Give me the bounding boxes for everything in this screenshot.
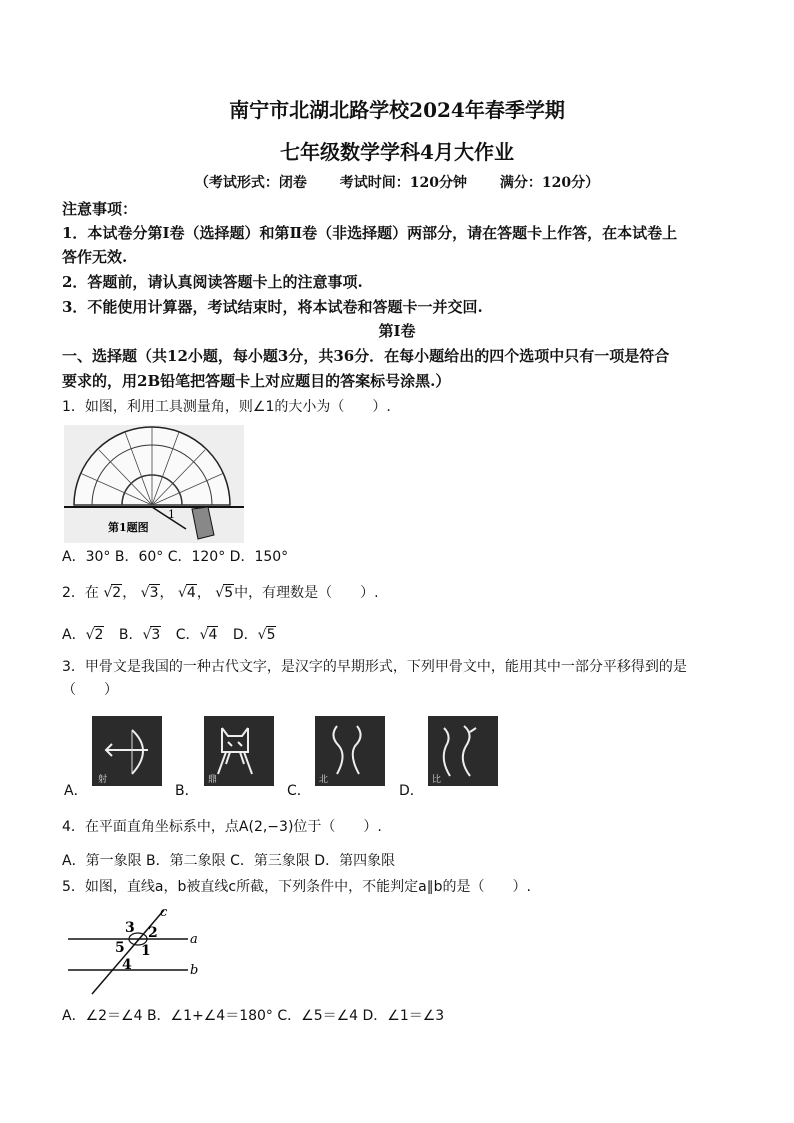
oracle-glyph-b bbox=[204, 716, 274, 786]
oracle-glyph-c bbox=[315, 716, 385, 786]
q3-option-d: D． bbox=[399, 783, 424, 799]
sqrt-5: √5 bbox=[215, 585, 234, 601]
q2-stem: 2．在 √2， √3， √4， √5中，有理数是（ ）. bbox=[62, 582, 742, 604]
q2-option-b: B．√3 bbox=[118, 627, 161, 643]
exam-time: 考试时间：120分钟 bbox=[339, 175, 467, 191]
q4-stem: 4．在平面直角坐标系中，点A(2,−3)位于（ ）. bbox=[62, 819, 382, 835]
oracle-caption-c: 北 bbox=[319, 775, 329, 785]
oracle-caption-d: 比 bbox=[432, 775, 442, 785]
q1-figure-caption: 第1题图 bbox=[108, 521, 149, 534]
notes-heading: 注意事项： bbox=[62, 200, 138, 218]
svg-text:5: 5 bbox=[115, 940, 125, 956]
q5-stem: 5．如图，直线a，b被直线c所截，下列条件中，不能判定a∥b的是（ ）. bbox=[62, 879, 531, 895]
note-1-cont: 答作无效. bbox=[62, 248, 128, 266]
note-3: 3．不能使用计算器，考试结束时，将本试卷和答题卡一并交回. bbox=[62, 298, 483, 316]
exam-form: （考试形式：闭卷 bbox=[194, 175, 307, 191]
q1-options: A．30° B．60° C．120° D．150° bbox=[62, 549, 289, 565]
parallel-lines-figure bbox=[62, 904, 212, 996]
q1-angle-label: 1 bbox=[168, 508, 175, 521]
svg-text:2: 2 bbox=[148, 925, 158, 941]
volume-heading: 第Ⅰ卷 bbox=[378, 322, 416, 340]
oracle-caption-a: 射 bbox=[98, 775, 108, 785]
svg-text:c: c bbox=[160, 905, 168, 920]
section-intro-2: 要求的，用2B铅笔把答题卡上对应题目的答案标号涂黑.） bbox=[62, 372, 451, 390]
svg-text:3: 3 bbox=[125, 920, 135, 936]
q2-options bbox=[62, 624, 742, 646]
q2-option-d: D．√5 bbox=[232, 627, 276, 643]
oracle-glyph-a bbox=[92, 716, 162, 786]
q3-stem-2: （ ） bbox=[62, 682, 118, 698]
q3-stem-1: 3．甲骨文是我国的一种古代文字，是汉字的早期形式，下列甲骨文中，能用其中一部分平移得到的是 bbox=[62, 659, 687, 675]
note-2: 2．答题前，请认真阅读答题卡上的注意事项. bbox=[62, 273, 363, 291]
q2-stem-prefix: 2．在 bbox=[62, 585, 99, 601]
q3-option-a: A． bbox=[64, 783, 88, 799]
q5-options: A．∠2＝∠4 B．∠1+∠4＝180° C．∠5＝∠4 D．∠1＝∠3 bbox=[62, 1008, 445, 1024]
svg-text:4: 4 bbox=[122, 957, 132, 973]
school-title: 南宁市北湖北路学校2024年春季学期 bbox=[229, 98, 565, 122]
svg-text:a: a bbox=[190, 932, 198, 947]
q3-option-c: C． bbox=[287, 783, 311, 799]
oracle-glyph-d bbox=[428, 716, 498, 786]
protractor-figure bbox=[64, 425, 244, 543]
q2-option-c: C．√4 bbox=[175, 627, 218, 643]
section-intro-1: 一、选择题（共12小题，每小题3分，共36分．在每小题给出的四个选项中只有一项是符合 bbox=[62, 347, 670, 365]
sqrt-2: √2 bbox=[103, 585, 122, 601]
oracle-caption-b: 鼎 bbox=[208, 775, 218, 785]
svg-text:b: b bbox=[190, 963, 199, 978]
exam-title: 七年级数学学科4月大作业 bbox=[280, 140, 514, 164]
q3-option-b: B． bbox=[175, 783, 199, 799]
q1-stem: 1．如图，利用工具测量角，则∠1的大小为（ ）. bbox=[62, 399, 391, 415]
q2-stem-suffix: 中，有理数是（ ）. bbox=[234, 585, 379, 601]
exam-meta bbox=[0, 172, 794, 192]
q2-option-a: A．√2 bbox=[62, 627, 104, 643]
q4-options: A．第一象限 B．第二象限 C．第三象限 D．第四象限 bbox=[62, 853, 396, 869]
note-1: 1．本试卷分第Ⅰ卷（选择题）和第Ⅱ卷（非选择题）两部分，请在答题卡上作答，在本试卷上 bbox=[62, 224, 678, 242]
sqrt-4: √4 bbox=[177, 585, 196, 601]
sqrt-3: √3 bbox=[140, 585, 159, 601]
full-score: 满分：120分） bbox=[499, 175, 600, 191]
svg-text:1: 1 bbox=[141, 943, 151, 959]
